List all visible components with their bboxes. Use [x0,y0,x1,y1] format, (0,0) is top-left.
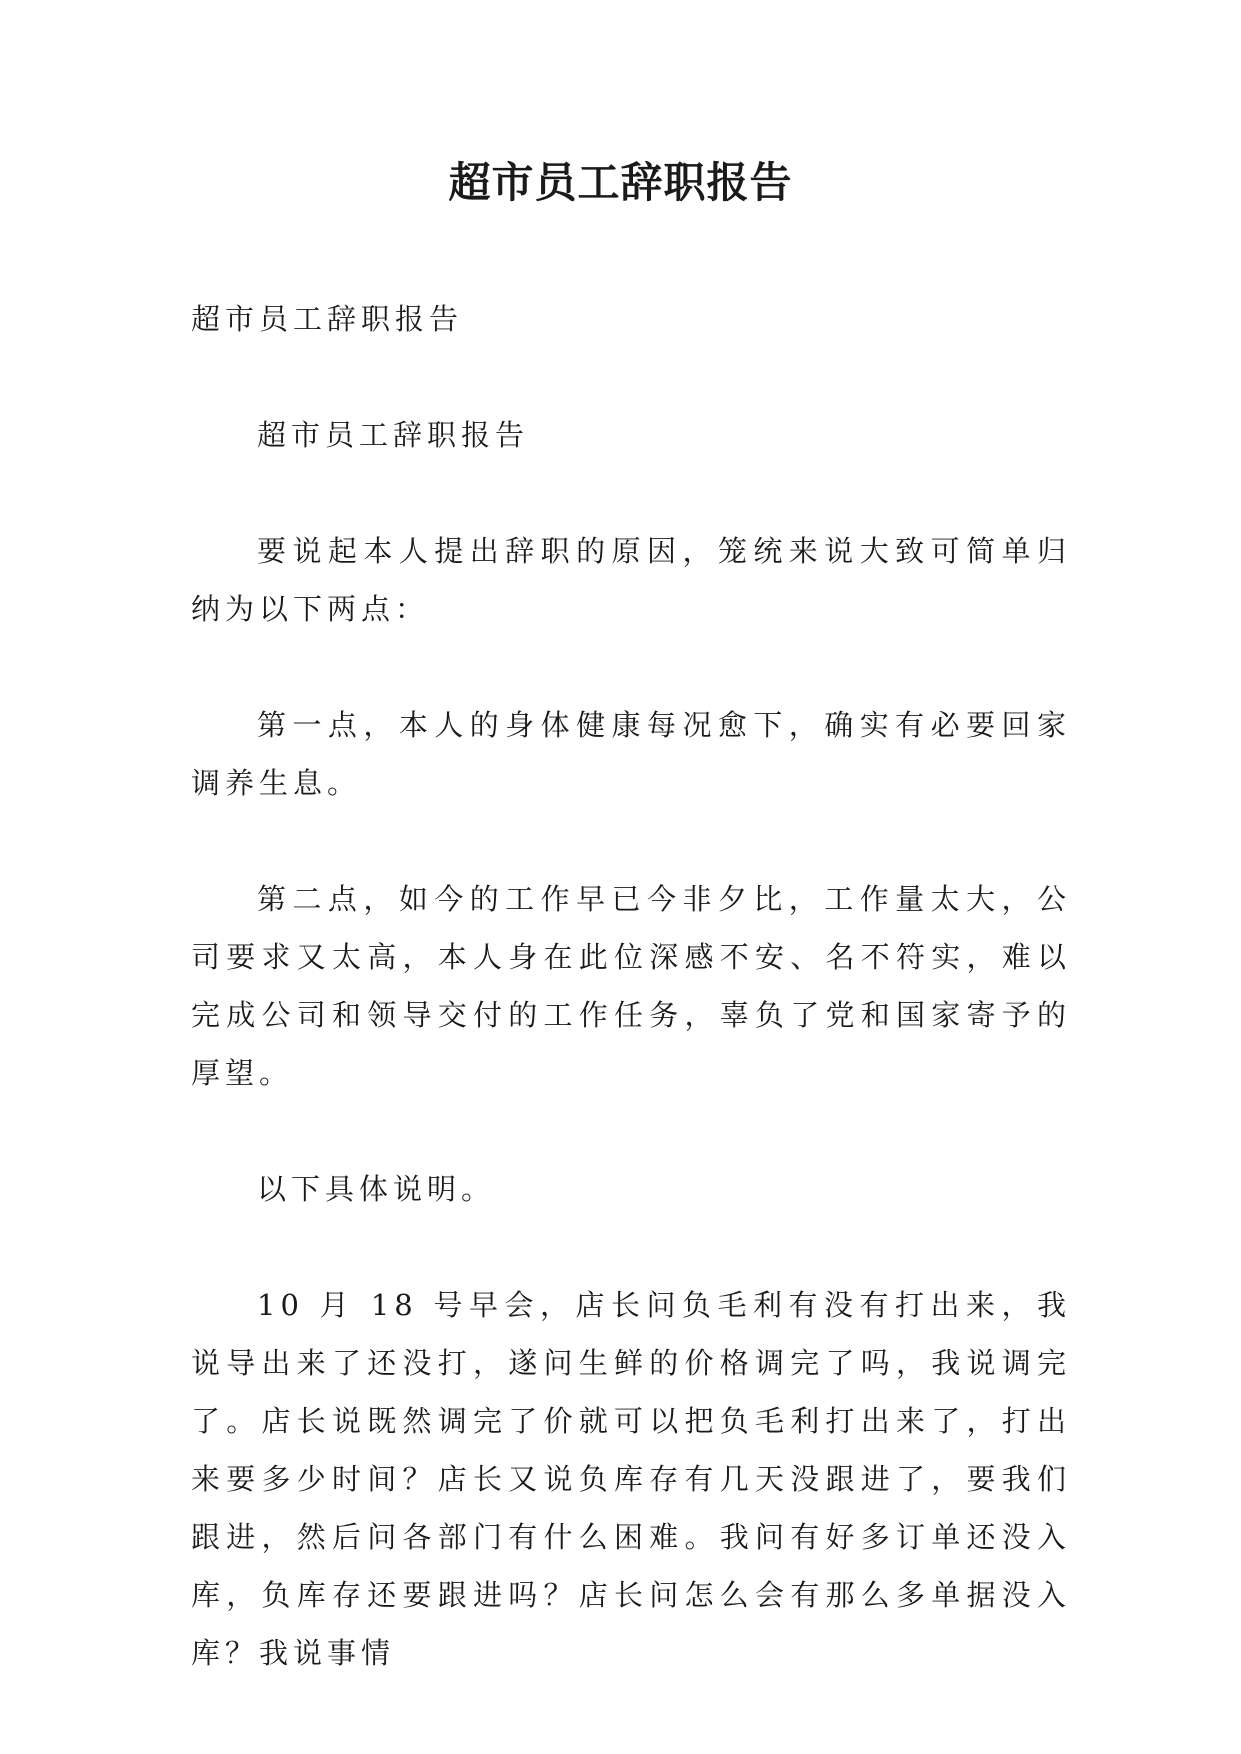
paragraph: 超市员工辞职报告 [257,418,530,452]
paragraph: 第一点，本人的身体健康每况愈下，确实有必要回家调养生息。 [191,708,1071,800]
document-title: 超市员工辞职报告 [448,158,793,207]
paragraph: 以下具体说明。 [257,1172,496,1206]
paragraph: 第二点，如今的工作早已今非夕比，工作量太大，公司要求又太高，本人身在此位深感不安、名不符实，难以完成公司和领导交付的工作任务，辜负了党和国家寄予的厚望。 [191,882,1071,1090]
paragraph: 10 月 18 号早会，店长问负毛利有没有打出来，我说导出来了还没打，遂问生鲜的价格调完了吗，我说调完了。店长说既然调完了价就可以把负毛利打出来了，打出来要多少时间？店长又说负库存有几天没跟进了，要我们跟进，然后问各部门有什么困难。我问有好多订单还没入库，负库存还要跟进吗？店长问怎么会有那么多单据没入库？我说事情 [191,1288,1071,1670]
document-body [191,290,1071,1740]
paragraph: 要说起本人提出辞职的原因，笼统来说大致可简单归纳为以下两点： [191,534,1071,626]
paragraph: 超市员工辞职报告 [191,302,464,336]
